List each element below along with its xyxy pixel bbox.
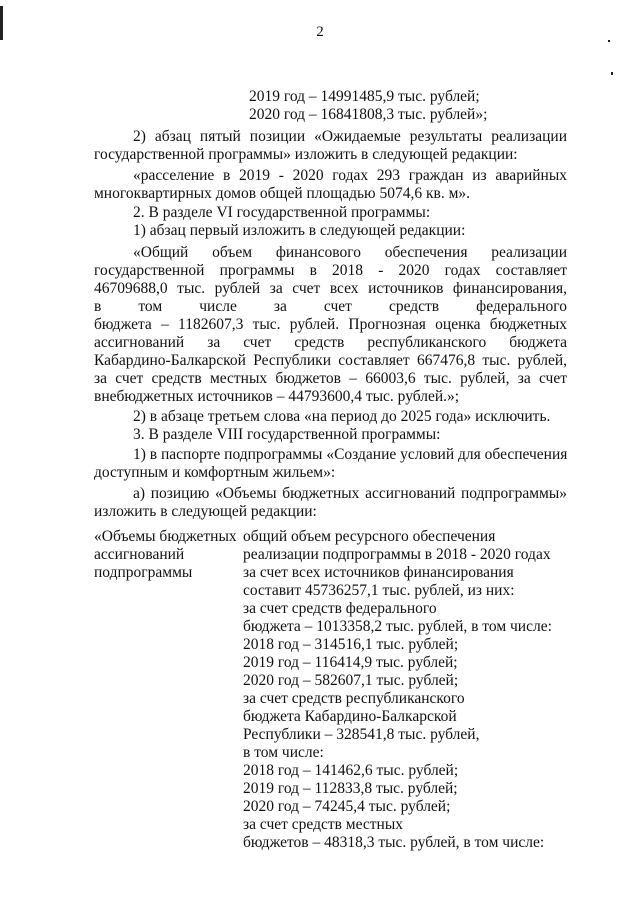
table-cell-line: бюджета Кабардино-Балкарской xyxy=(243,708,457,725)
text-line: «расселение в 2019 - 2020 годах 293 граждан из аварийных xyxy=(133,167,567,184)
table-cell-line: в том числе: xyxy=(243,744,324,761)
table-cell-line: 2018 год – 314516,1 тыс. рублей; xyxy=(243,636,459,653)
table-row-label: подпрограммы xyxy=(94,564,193,581)
table-cell-line: бюджета – 1013358,2 тыс. рублей, в том числе: xyxy=(243,618,552,635)
text-line: Кабардино-Балкарской Республики составляет 667476,8 тыс. рублей, xyxy=(94,352,567,369)
table-cell-line: Республики – 328541,8 тыс. рублей, xyxy=(243,726,480,743)
text-line: внебюджетных источников – 44793600,4 тыс. рублей.»; xyxy=(94,388,460,405)
text-line: 2019 год – 14991485,9 тыс. рублей; xyxy=(249,88,480,105)
text-line: 1) абзац первый изложить в следующей редакции: xyxy=(133,222,466,239)
table-cell-line: за счет всех источников финансирования xyxy=(243,564,514,581)
table-cell-line: общий объем ресурсного обеспечения xyxy=(243,528,496,545)
table-cell-line: 2019 год – 112833,8 тыс. рублей; xyxy=(243,780,458,797)
text-line: 1) в паспорте подпрограммы «Создание условий для обеспечения xyxy=(133,446,568,463)
text-line: 2) абзац пятый позиции «Ожидаемые результаты реализации xyxy=(133,128,567,145)
text-line: многоквартирных домов общей площадью 5074,6 кв. м». xyxy=(94,185,471,202)
table-row-label: «Объемы бюджетных xyxy=(94,528,237,545)
page-number: 2 xyxy=(316,24,324,40)
text-line: доступным и комфортным жильем»: xyxy=(94,464,336,481)
table-cell-line: составит 45736257,1 тыс. рублей, из них: xyxy=(243,582,515,599)
table-row-label: ассигнований xyxy=(94,546,185,563)
table-cell-line: бюджетов – 48318,3 тыс. рублей, в том числе: xyxy=(243,834,545,851)
table-cell-line: 2020 год – 582607,1 тыс. рублей; xyxy=(243,672,459,689)
text-line: за счет средств местных бюджетов – 66003,6 тыс. рублей, за счет xyxy=(94,370,567,387)
text-line: бюджета – 1182607,3 тыс. рублей. Прогнозная оценка бюджетных xyxy=(94,316,567,333)
text-line: «Общий объем финансового обеспечения реализации xyxy=(133,244,567,261)
text-line: а) позицию «Объемы бюджетных ассигнований подпрограммы» xyxy=(133,485,567,502)
text-line: 3. В разделе VIII государственной программы: xyxy=(133,426,441,443)
text-line: государственной программы» изложить в следующей редакции: xyxy=(94,146,518,163)
text-line: в том числе за счет средств федерального xyxy=(94,298,567,315)
table-cell-line: 2019 год – 116414,9 тыс. рублей; xyxy=(243,654,458,671)
text-line: изложить в следующей редакции: xyxy=(94,503,317,520)
text-line: 2. В разделе VI государственной программы: xyxy=(133,204,431,221)
table-cell-line: 2020 год – 74245,4 тыс. рублей; xyxy=(243,798,451,815)
text-line: государственной программы в 2018 - 2020 годах составляет xyxy=(94,262,567,279)
scan-dot xyxy=(611,72,613,75)
table-cell-line: 2018 год – 141462,6 тыс. рублей; xyxy=(243,762,459,779)
text-line: 2020 год – 16841808,3 тыс. рублей»; xyxy=(249,106,488,123)
table-cell-line: за счет средств местных xyxy=(243,816,403,833)
text-line: ассигнований за счет средств республиканского бюджета xyxy=(94,334,567,351)
table-cell-line: за счет средств республиканского xyxy=(243,690,465,707)
text-line: 46709688,0 тыс. рублей за счет всех источников финансирования, xyxy=(94,280,567,297)
text-line: 2) в абзаце третьем слова «на период до 2025 года» исключить. xyxy=(133,408,551,425)
table-cell-line: реализации подпрограммы в 2018 - 2020 годах xyxy=(243,546,551,563)
table-cell-line: за счет средств федерального xyxy=(243,600,437,617)
